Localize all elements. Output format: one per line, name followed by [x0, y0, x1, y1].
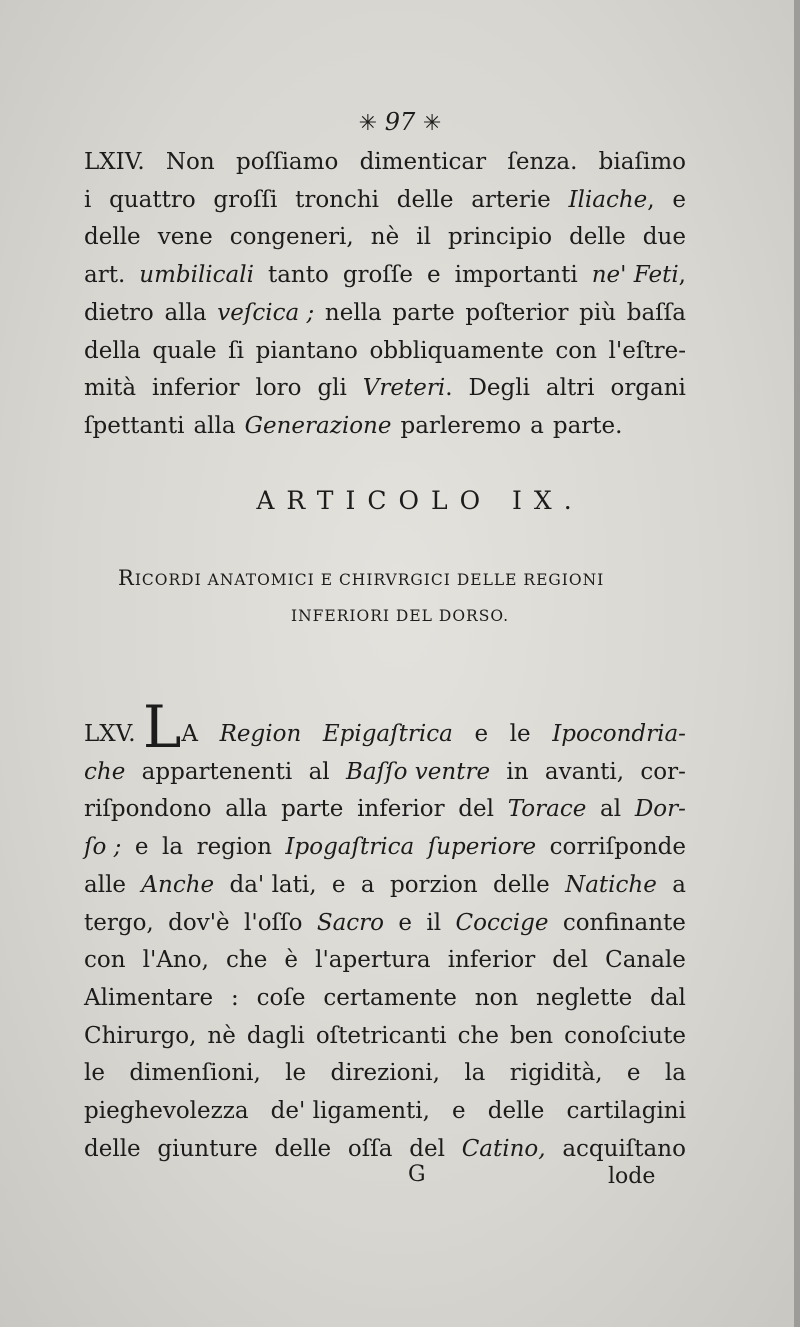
subtitle-text: ICORDI ANATOMICI E CHIRVRGICI DELLE REGIONI	[134, 571, 605, 589]
word: più	[579, 299, 617, 326]
word: del	[409, 1135, 445, 1162]
word: al	[308, 758, 330, 785]
word: coſe	[256, 984, 306, 1011]
word: dimenticar	[359, 149, 487, 175]
word: poſſiamo	[235, 149, 339, 175]
word: groſſi	[213, 186, 278, 213]
word: corriſponde	[549, 834, 686, 861]
text-line	[84, 942, 686, 980]
word: delle	[493, 871, 550, 898]
italic-term: ne' Feti	[591, 262, 679, 289]
italic-term: ſuperiore	[427, 834, 537, 861]
text-line	[84, 867, 686, 905]
word: cartilagini	[566, 1098, 686, 1125]
word: l'Ano,	[142, 947, 209, 974]
italic-term: umbilicali	[139, 262, 254, 289]
article-subtitle-line2: INFERIORI DEL DORSO.	[290, 607, 510, 625]
word: i	[84, 186, 92, 213]
word: da' lati,	[229, 871, 317, 898]
italic-term: Ipogaſtrica	[285, 834, 415, 861]
word: due	[642, 224, 686, 251]
word: il	[416, 224, 431, 251]
word: neglette	[536, 984, 633, 1011]
article-heading: ARTICOLO IX.	[256, 486, 584, 515]
word: cor-	[640, 758, 686, 785]
word: dov'è	[168, 909, 230, 936]
word: tergo,	[84, 909, 154, 936]
word: e	[626, 1060, 641, 1087]
italic-term: Anche	[141, 871, 215, 898]
word: al	[600, 796, 622, 823]
word: :	[230, 984, 239, 1011]
paragraph-lxv	[84, 693, 686, 1168]
text-line	[84, 905, 686, 943]
word: che	[226, 947, 268, 974]
italic-term: Region	[219, 721, 302, 747]
word: rigidità,	[509, 1060, 603, 1087]
text-line	[84, 791, 686, 829]
word: loro	[255, 375, 302, 402]
word: art.	[84, 262, 126, 289]
word: direzioni,	[330, 1060, 440, 1087]
word: acquiſtano	[562, 1135, 686, 1162]
page-number: 97	[384, 108, 416, 136]
word: le	[509, 721, 531, 747]
word: ſi	[228, 337, 245, 364]
word: Alimentare	[84, 984, 214, 1011]
word: delle	[396, 186, 454, 213]
word: dietro	[84, 299, 154, 326]
word: inferior	[357, 796, 445, 823]
word: l'eſtre-	[608, 337, 686, 364]
text-line	[84, 1093, 686, 1131]
word: Degli	[468, 375, 530, 402]
word: alle	[84, 871, 127, 898]
word: Non	[165, 149, 215, 175]
word: con	[84, 947, 126, 974]
italic-term: Coccige	[455, 909, 549, 936]
word: parte	[281, 796, 344, 823]
text-line	[84, 1055, 686, 1093]
word: baſſa	[626, 299, 686, 326]
text-line	[84, 370, 686, 408]
page-edge	[794, 0, 800, 1327]
word: non	[474, 984, 519, 1011]
text-line	[84, 1131, 686, 1169]
word: obbliquamente	[369, 337, 544, 364]
word: ben	[509, 1022, 554, 1049]
text-line	[84, 693, 686, 761]
word: a	[530, 412, 544, 439]
word: e	[452, 1098, 466, 1125]
punct: ,	[647, 186, 655, 213]
word: nè	[207, 1022, 236, 1049]
word: e	[331, 871, 346, 898]
text-line	[84, 144, 686, 182]
word: parleremo	[400, 412, 522, 439]
word: alla	[193, 412, 236, 439]
word: alla	[225, 796, 268, 823]
word: delle	[487, 1098, 545, 1125]
word: in	[506, 758, 529, 785]
word: oſſa	[347, 1135, 393, 1162]
italic-term: Ipocondria-	[552, 721, 686, 747]
word: la	[664, 1060, 686, 1087]
paragraph-number: LXV.	[84, 721, 136, 747]
word: pieghevolezza	[84, 1098, 249, 1125]
word: alla	[164, 299, 207, 326]
word: le	[285, 1060, 307, 1087]
word: il	[426, 909, 442, 936]
word: oſtetricanti	[315, 1022, 447, 1049]
word: riſpondono	[84, 796, 212, 823]
italic-term: Generazione	[244, 412, 392, 439]
word: LXIV.	[84, 149, 145, 175]
word: che	[457, 1022, 499, 1049]
word: nella	[324, 299, 382, 326]
word: groſſe	[342, 262, 414, 289]
word: e	[398, 909, 413, 936]
italic-term: che	[84, 758, 126, 785]
word: delle	[274, 1135, 332, 1162]
word: principio	[447, 224, 553, 251]
word: la	[464, 1060, 486, 1087]
word: altri	[545, 375, 595, 402]
word: biaſimo	[598, 149, 686, 175]
word: mità	[84, 375, 137, 402]
word: quale	[152, 337, 217, 364]
word: certamente	[323, 984, 457, 1011]
word: e	[134, 834, 149, 861]
word: Canale	[605, 947, 686, 974]
word: tronchi	[295, 186, 380, 213]
ornament-right: ✳	[422, 111, 442, 136]
italic-term: Iliache	[568, 186, 648, 213]
italic-term: Sacro	[316, 909, 385, 936]
punct: ,	[678, 262, 686, 289]
word: ſpettanti	[84, 412, 185, 439]
word: delle	[84, 1135, 141, 1162]
italic-term: veſcica ;	[217, 299, 315, 326]
ornament-left: ✳	[358, 111, 378, 136]
subtitle-initial: R	[118, 566, 135, 590]
italic-term: Baſſo ventre	[345, 758, 491, 785]
punct: .	[445, 375, 453, 402]
word: e	[474, 721, 489, 747]
word: del	[552, 947, 588, 974]
word: l'apertura	[315, 947, 431, 974]
word: importanti	[454, 262, 578, 289]
word: nè	[370, 224, 400, 251]
text-line	[84, 295, 686, 333]
word: porzion	[389, 871, 478, 898]
word: con	[555, 337, 597, 364]
word: region	[196, 834, 272, 861]
running-header	[0, 108, 800, 136]
word: inferior	[447, 947, 536, 974]
italic-term: Natiche	[565, 871, 657, 898]
italic-term: Catino,	[461, 1135, 546, 1162]
italic-term: Dor-	[634, 796, 686, 823]
word: A	[181, 721, 199, 747]
word: Chirurgo,	[84, 1022, 197, 1049]
word: piantano	[255, 337, 358, 364]
text-line	[84, 257, 686, 295]
word: e	[672, 186, 686, 213]
word: a	[360, 871, 375, 898]
drop-cap: L	[142, 693, 182, 761]
word: avanti,	[544, 758, 625, 785]
text-line	[84, 829, 686, 867]
word: parte	[392, 299, 455, 326]
word: delle	[569, 224, 626, 251]
word: è	[284, 947, 299, 974]
article-subtitle-line1	[118, 566, 648, 590]
word: delle	[84, 224, 141, 251]
signature-mark: G	[408, 1162, 426, 1187]
word: ſenza.	[507, 149, 578, 175]
word: giunture	[157, 1135, 258, 1162]
word: appartenenti	[141, 758, 293, 785]
word: poſterior	[465, 299, 569, 326]
word: e	[427, 262, 441, 289]
word: parte.	[552, 412, 623, 439]
text-line	[84, 408, 686, 446]
paragraph-lxiv	[84, 144, 686, 446]
italic-term: Epigaſtrica	[322, 721, 453, 747]
word: l'oſſo	[244, 909, 303, 936]
word: arterie	[471, 186, 551, 213]
text-line	[84, 182, 686, 220]
word: vene	[157, 224, 213, 251]
word: confinante	[562, 909, 686, 936]
word: a	[672, 871, 686, 898]
word: conoſciute	[564, 1022, 686, 1049]
word: congeneri,	[229, 224, 354, 251]
word: organi	[610, 375, 686, 402]
text-line	[84, 333, 686, 371]
text-line	[84, 980, 686, 1018]
word: tanto	[267, 262, 329, 289]
catchword: lode	[608, 1164, 656, 1189]
word: dal	[650, 984, 686, 1011]
italic-term: Torace	[507, 796, 587, 823]
text-line	[84, 1018, 686, 1056]
word: del	[458, 796, 494, 823]
word: dimenſioni,	[129, 1060, 261, 1087]
word: la	[162, 834, 184, 861]
italic-term: ſo ;	[84, 834, 122, 861]
italic-term: Vreteri	[362, 375, 446, 402]
word: de' ligamenti,	[270, 1098, 430, 1125]
text-line	[84, 754, 686, 792]
text-line	[84, 219, 686, 257]
word: dagli	[246, 1022, 305, 1049]
word: della	[84, 337, 141, 364]
word: inferior	[152, 375, 240, 402]
word: gli	[317, 375, 347, 402]
word: quattro	[109, 186, 196, 213]
word: le	[84, 1060, 105, 1087]
